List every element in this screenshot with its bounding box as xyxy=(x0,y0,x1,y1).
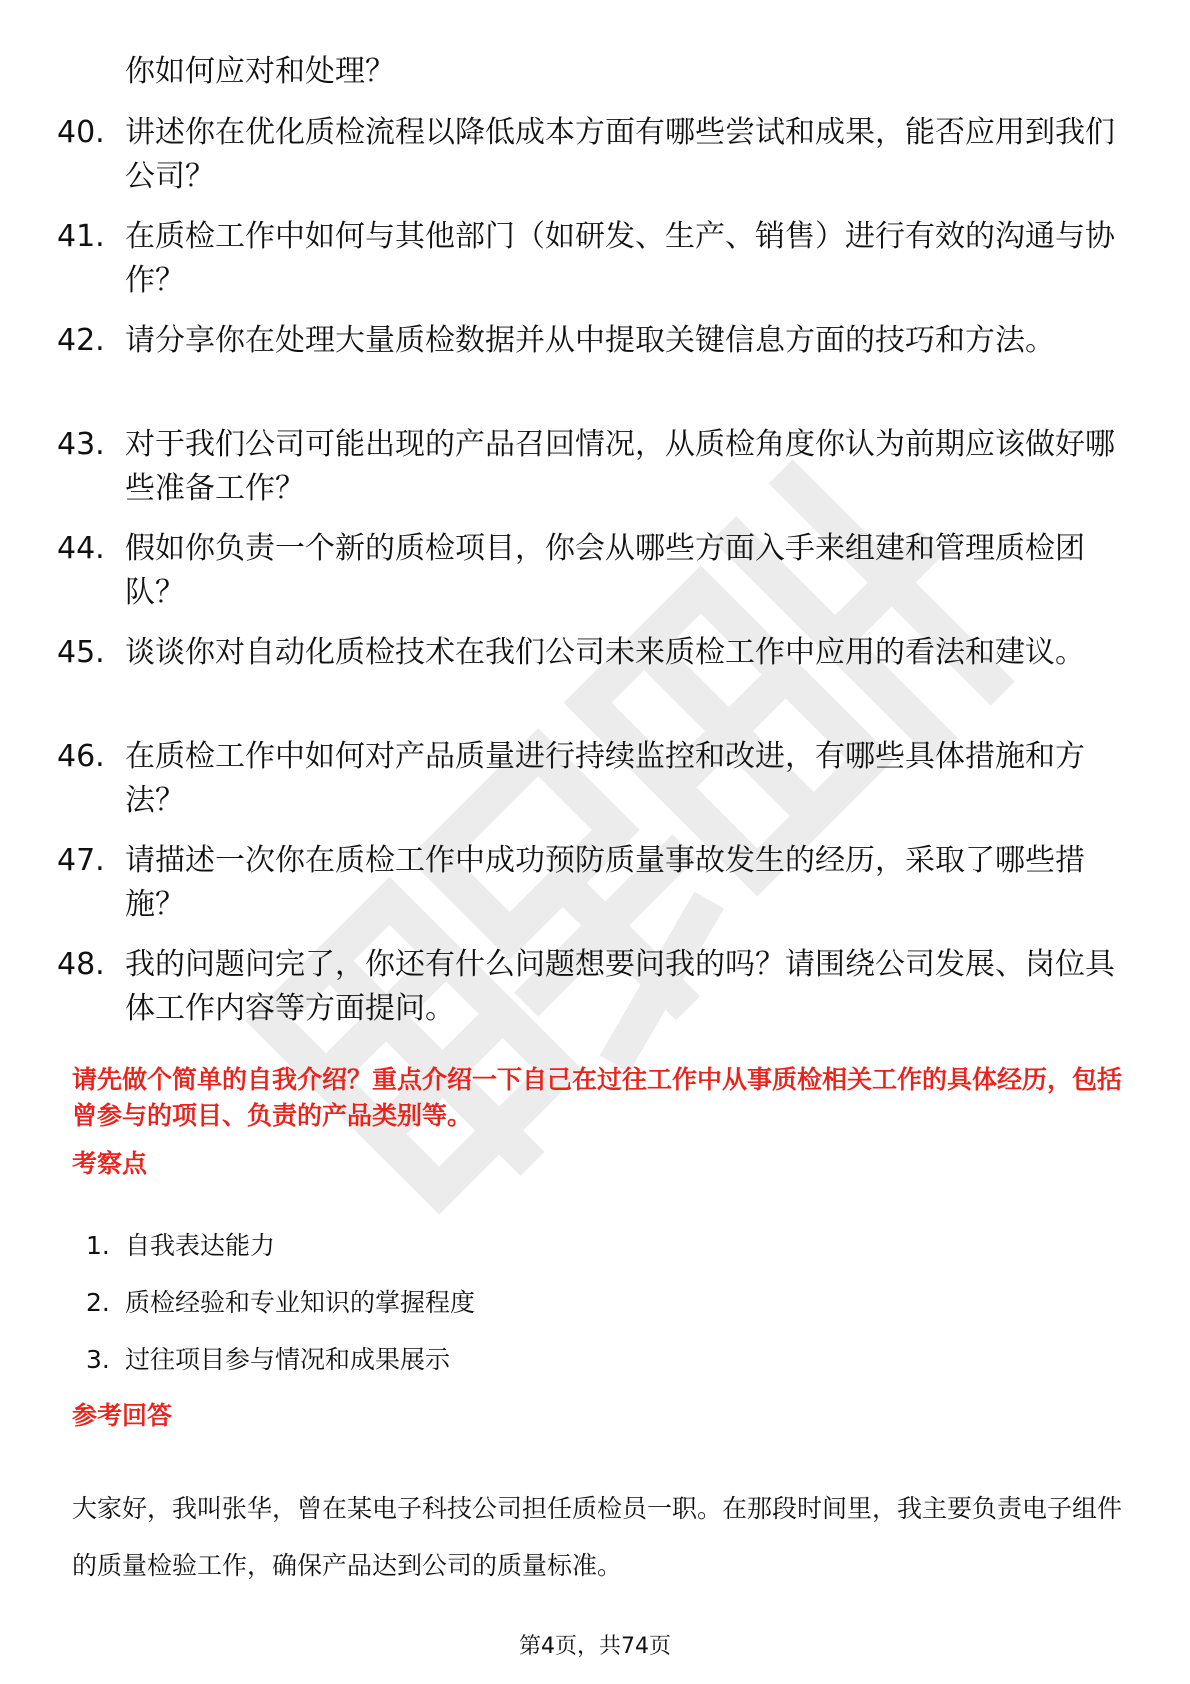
question-number: 48. xyxy=(57,947,105,982)
reference-answer-text: 大家好，我叫张华，曾在某电子科技公司担任质检员一职。在那段时间里，我主要负责电子组件的质量检验工作，确保产品达到公司的质量标准。 xyxy=(72,1494,1123,1580)
question-number: 42. xyxy=(57,323,105,358)
question-number: 41. xyxy=(57,219,105,254)
list-item xyxy=(0,215,1190,319)
reference-answer-title: 参考回答 xyxy=(72,1401,173,1430)
list-item xyxy=(0,1285,1190,1342)
examine-points-list xyxy=(0,1228,1190,1399)
point-number: 3. xyxy=(86,1345,110,1374)
question-text: 请描述一次你在质检工作中成功预防质量事故发生的经历，采取了哪些措施？ xyxy=(125,843,1085,922)
question-text: 讲述你在优化质检流程以降低成本方面有哪些尝试和成果，能否应用到我们公司？ xyxy=(125,115,1115,194)
list-item xyxy=(0,735,1190,839)
question-text: 假如你负责一个新的质检项目，你会从哪些方面入手来组建和管理质检团队？ xyxy=(125,531,1085,610)
question-text: 对于我们公司可能出现的产品召回情况，从质检角度你认为前期应该做好哪些准备工作？ xyxy=(125,427,1115,506)
list-item xyxy=(0,839,1190,943)
list-item xyxy=(0,943,1190,1047)
question-number: 47. xyxy=(57,843,105,878)
list-item xyxy=(0,527,1190,631)
question-number: 40. xyxy=(57,115,105,150)
list-item xyxy=(0,1342,1190,1399)
point-text: 自我表达能力 xyxy=(125,1231,276,1260)
question-number: 45. xyxy=(57,635,105,670)
list-item xyxy=(0,1228,1190,1285)
question-text: 在质检工作中如何与其他部门（如研发、生产、销售）进行有效的沟通与协作？ xyxy=(125,219,1115,298)
point-number: 1. xyxy=(86,1231,110,1260)
continuation-text: 你如何应对和处理？ xyxy=(125,54,395,89)
question-list xyxy=(0,111,1190,1047)
question-text: 在质检工作中如何对产品质量进行持续监控和改进，有哪些具体措施和方法？ xyxy=(125,739,1085,818)
question-number: 43. xyxy=(57,427,105,462)
question-text: 谈谈你对自动化质检技术在我们公司未来质检工作中应用的看法和建议。 xyxy=(125,635,1085,670)
question-text: 我的问题问完了，你还有什么问题想要问我的吗？请围绕公司发展、岗位具体工作内容等方面提问。 xyxy=(125,947,1115,1026)
list-item xyxy=(0,111,1190,215)
question-number: 44. xyxy=(57,531,105,566)
question-number: 46. xyxy=(57,739,105,774)
examine-points-title: 考察点 xyxy=(72,1149,148,1178)
page-number-footer: 第4页，共74页 xyxy=(519,1634,671,1659)
point-text: 过往项目参与情况和成果展示 xyxy=(125,1345,451,1374)
intro-question-heading: 请先做个简单的自我介绍？重点介绍一下自己在过往工作中从事质检相关工作的具体经历，包括曾参与的项目、负责的产品类别等。 xyxy=(72,1065,1123,1130)
question-text: 请分享你在处理大量质检数据并从中提取关键信息方面的技巧和方法。 xyxy=(125,323,1055,358)
list-item xyxy=(0,631,1190,735)
list-item xyxy=(0,319,1190,423)
point-number: 2. xyxy=(86,1288,110,1317)
list-item xyxy=(0,423,1190,527)
point-text: 质检经验和专业知识的掌握程度 xyxy=(125,1288,476,1317)
